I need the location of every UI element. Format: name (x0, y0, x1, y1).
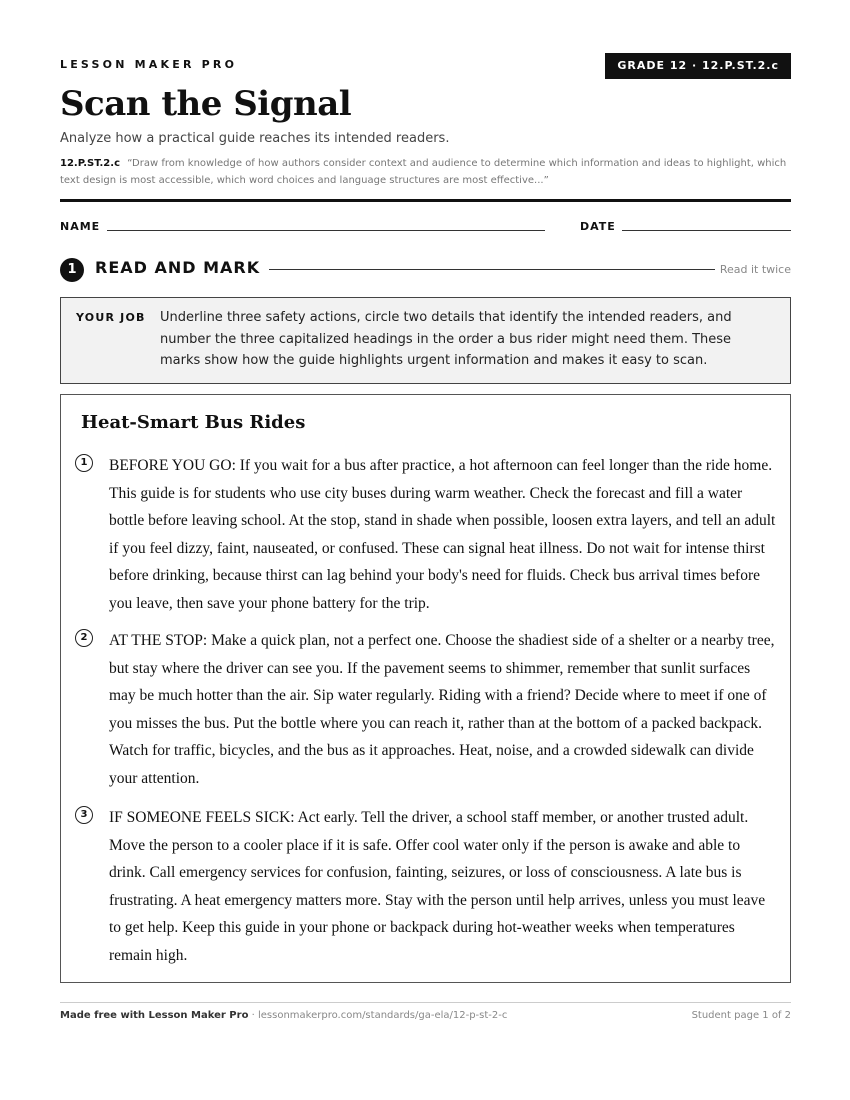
standard-code: 12.P.ST.2.c (60, 158, 120, 169)
page-title: Scan the Signal (60, 84, 352, 124)
brand-name: LESSON MAKER PRO (60, 58, 238, 71)
your-job-instructions: Underline three safety actions, circle two details that identify the intended readers, and number the three capitalized headings in the order a bus rider might need them. These marks show how the guide highlights urgent information and makes it easy to scan. (160, 310, 732, 368)
page-subtitle: Analyze how a practical guide reaches its intended readers. (60, 131, 450, 146)
section-divider (269, 269, 715, 270)
standard-text: “Draw from knowledge of how authors consider context and audience to determine which information and ideas to highlight, which text design is most accessible, which word choices and language structures are most effective...” (60, 158, 787, 186)
your-job-box (60, 297, 791, 384)
name-label: NAME (60, 220, 101, 233)
grade-badge: GRADE 12 · 12.P.ST.2.c (605, 53, 791, 79)
name-field-line[interactable] (107, 230, 545, 231)
paragraph-number-badge: 3 (75, 806, 93, 824)
worksheet-page (60, 0, 791, 1100)
paragraph-text: BEFORE YOU GO: If you wait for a bus after practice, a hot afternoon can feel longer than the ride home. This guide is for students who use city buses during warm weather. Check the forecast and fill a water bottle before leaving school. At the stop, stand in shade when possible, loosen extra layers, and tell an adult if you feel dizzy, faint, nauseated, or confused. These can signal heat illness. Do not wait for intense thirst before drinking, because thirst can lag behind your body's need for fluids. Check bus arrival times before you leave, then save your phone battery for the trip. (109, 457, 776, 612)
footer-url[interactable]: · lessonmakerpro.com/standards/ga-ela/12-p-st-2-c (248, 1010, 508, 1021)
section-note: Read it twice (719, 263, 791, 276)
paragraph-number-badge: 1 (75, 454, 93, 472)
section-title: READ AND MARK (95, 258, 261, 277)
footer-divider (60, 1002, 791, 1003)
section-number-badge: 1 (60, 258, 84, 282)
date-label: DATE (580, 220, 616, 233)
header-divider (60, 199, 791, 202)
your-job-label: YOUR JOB (76, 311, 146, 324)
reading-passage-box (60, 394, 791, 983)
paragraph-number-badge: 2 (75, 629, 93, 647)
standard-description (60, 155, 791, 189)
paragraph-text: IF SOMEONE FEELS SICK: Act early. Tell the driver, a school staff member, or another trusted adult. Move the person to a cooler place if it is safe. Offer cool water only if the person is awake and able to drink. Call emergency services for confusion, fainting, seizures, or loss of consciousness. A late bus is frustrating. A heat emergency matters more. Stay with the person until help arrives, unless you must leave to get help. Keep this guide in your phone or backpack during hot-weather weeks when temperatures remain high. (109, 809, 766, 964)
footer-credit (60, 1010, 507, 1021)
paragraph-text: AT THE STOP: Make a quick plan, not a perfect one. Choose the shadiest side of a shelter or a nearby tree, but stay where the driver can see you. If the pavement seems to shimmer, remember that sunlit surfaces may be much hotter than the air. Sip water regularly. Riding with a friend? Decide where to meet if one of you misses the bus. Put the bottle where you can reach it, rather than at the bottom of a packed backpack. Watch for traffic, bicycles, and the bus as it approaches. Heat, noise, and a crowded sidewalk can divide your attention. (109, 632, 775, 787)
footer-page-number: Student page 1 of 2 (691, 1010, 791, 1021)
footer-made-with: Made free with Lesson Maker Pro (60, 1010, 249, 1021)
reading-title: Heat-Smart Bus Rides (81, 412, 306, 433)
date-field-line[interactable] (622, 230, 791, 231)
